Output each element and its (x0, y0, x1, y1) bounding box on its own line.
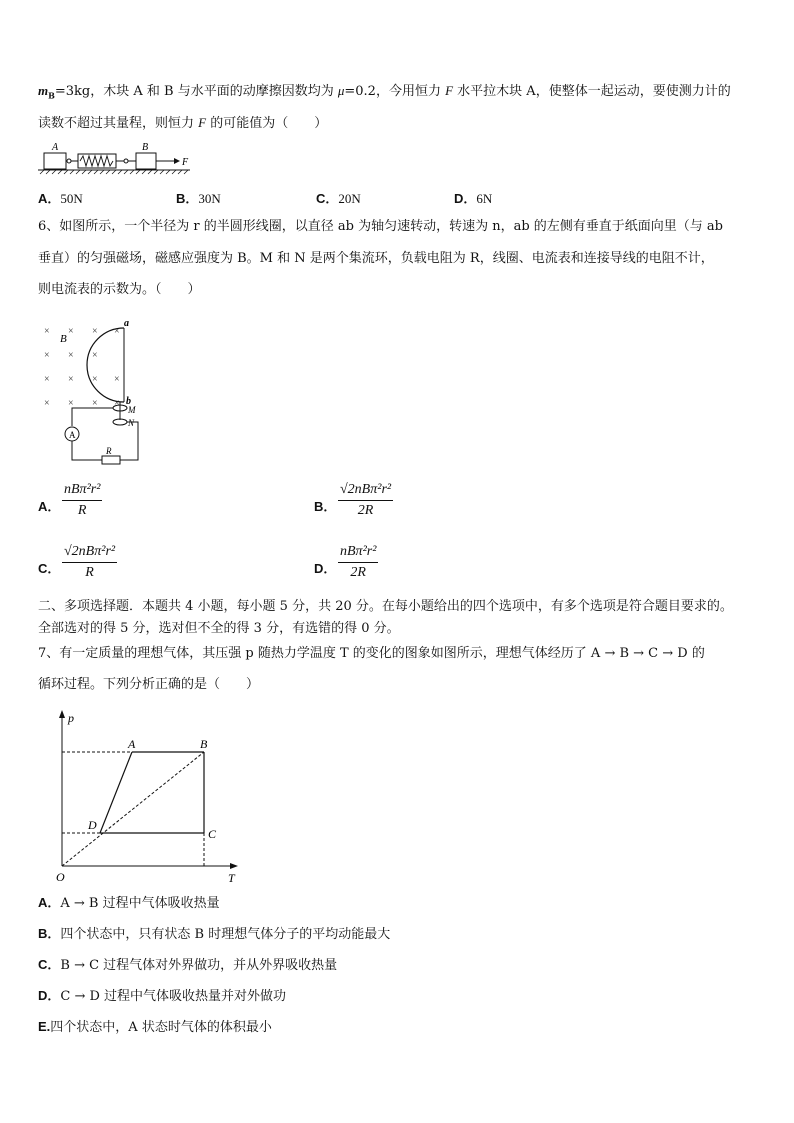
q7-pt-graph (48, 708, 248, 888)
q6-label-n: N (128, 418, 135, 428)
point-b-label: B (200, 737, 208, 751)
point-d-label: D (88, 818, 97, 832)
q6-option-b-letter[interactable]: B． (314, 499, 337, 514)
svg-text:×: × (92, 350, 98, 361)
q6-option-a-fraction: nBπ²r² R (64, 482, 101, 518)
q6-option-b-fraction: √2nBπ²r² 2R (340, 482, 392, 518)
section2-instructions-line-2: 全部选对的得 5 分，选对但不全的得 3 分，有选错的得 0 分。 (38, 621, 400, 636)
q6-label-b: b (126, 396, 131, 407)
q5-option-c[interactable]: C．20N (316, 191, 361, 206)
magnetic-field-crosses (44, 326, 120, 409)
svg-text:×: × (44, 350, 50, 361)
q6-stem-line-3: 则电流表的示数为。（ ） (38, 282, 201, 297)
axis-p-label: p (68, 711, 74, 725)
q7-stem-line-2: 循环过程。下列分析正确的是（ ） (38, 677, 260, 692)
point-a-label: A (128, 737, 136, 751)
svg-text:×: × (68, 398, 74, 409)
svg-text:×: × (92, 326, 98, 337)
q6-option-c-letter[interactable]: C． (38, 561, 61, 576)
svg-text:×: × (68, 374, 74, 385)
q6-label-r: R (106, 446, 112, 456)
q6-option-c-fraction: √2nBπ²r² R (64, 544, 116, 580)
svg-text:×: × (44, 326, 50, 337)
q6-option-d-letter[interactable]: D． (314, 561, 337, 576)
q5-label-f: F (182, 157, 189, 168)
q5-label-b: B (142, 142, 149, 153)
q7-option-c[interactable]: C．B → C 过程气体对外界做功，并从外界吸收热量 (38, 957, 338, 973)
q7-option-e[interactable]: E.四个状态中，A 状态时气体的体积最小 (38, 1019, 272, 1035)
svg-text:×: × (114, 326, 120, 337)
q6-option-d-fraction: nBπ²r² 2R (340, 544, 377, 580)
q6-label-m: M (128, 405, 136, 415)
q5-option-b[interactable]: B．30N (176, 191, 221, 206)
svg-text:×: × (114, 374, 120, 385)
q6-coil-figure (38, 314, 148, 466)
q5-stem-line-2: 读数不超过其量程，则恒力 F 的可能值为（ ） (38, 115, 328, 131)
svg-text:×: × (44, 398, 50, 409)
q6-stem-line-1: 6、如图所示，一个半径为 r 的半圆形线圈，以直径 ab 为轴匀速转动，转速为 n，ab 的左侧有垂直于纸面向里（与 ab (38, 219, 724, 234)
svg-text:×: × (114, 398, 120, 409)
svg-text:×: × (68, 326, 74, 337)
q6-label-a: a (124, 318, 129, 329)
q6-label-field-b: B (60, 333, 67, 345)
svg-text:×: × (92, 374, 98, 385)
svg-text:×: × (44, 374, 50, 385)
q5-stem-line-1: $m_B=3kg$，木块 A 和 B 与水平面的动摩擦因数均为 μ=0.2，今用恒力 F 水平拉木块 A，使整体一起运动，要使测力计的 (38, 83, 731, 101)
svg-text:×: × (68, 350, 74, 361)
axis-t-label: T (228, 871, 235, 885)
q5-option-a[interactable]: A．50N (38, 191, 83, 206)
q6-option-a-letter[interactable]: A． (38, 499, 61, 514)
q7-option-d[interactable]: D．C → D 过程中气体吸收热量并对外做功 (38, 988, 287, 1004)
svg-text:×: × (92, 398, 98, 409)
q5-spring-blocks-figure (38, 140, 198, 176)
origin-label: O (56, 870, 65, 884)
q7-option-a[interactable]: A．A → B 过程中气体吸收热量 (38, 895, 220, 911)
ammeter-symbol: A (69, 430, 76, 440)
q5-option-d[interactable]: D．6N (454, 191, 493, 206)
q7-option-b[interactable]: B．四个状态中，只有状态 B 时理想气体分子的平均动能最大 (38, 926, 391, 942)
q6-stem-line-2: 垂直）的匀强磁场，磁感应强度为 B。M 和 N 是两个集流环，负载电阻为 R，线圈、电流表和连接导线的电阻不计， (38, 251, 714, 266)
section2-instructions-line-1: 二、多项选择题．本题共 4 小题，每小题 5 分，共 20 分。在每小题给出的四个选项中，有多个选项是符合题目要求的。 (38, 599, 733, 614)
q5-label-a: A (52, 142, 59, 153)
point-c-label: C (208, 827, 217, 841)
q7-stem-line-1: 7、有一定质量的理想气体，其压强 p 随热力学温度 T 的变化的图象如图所示，理想气体经历了 A → B → C → D 的 (38, 646, 705, 661)
